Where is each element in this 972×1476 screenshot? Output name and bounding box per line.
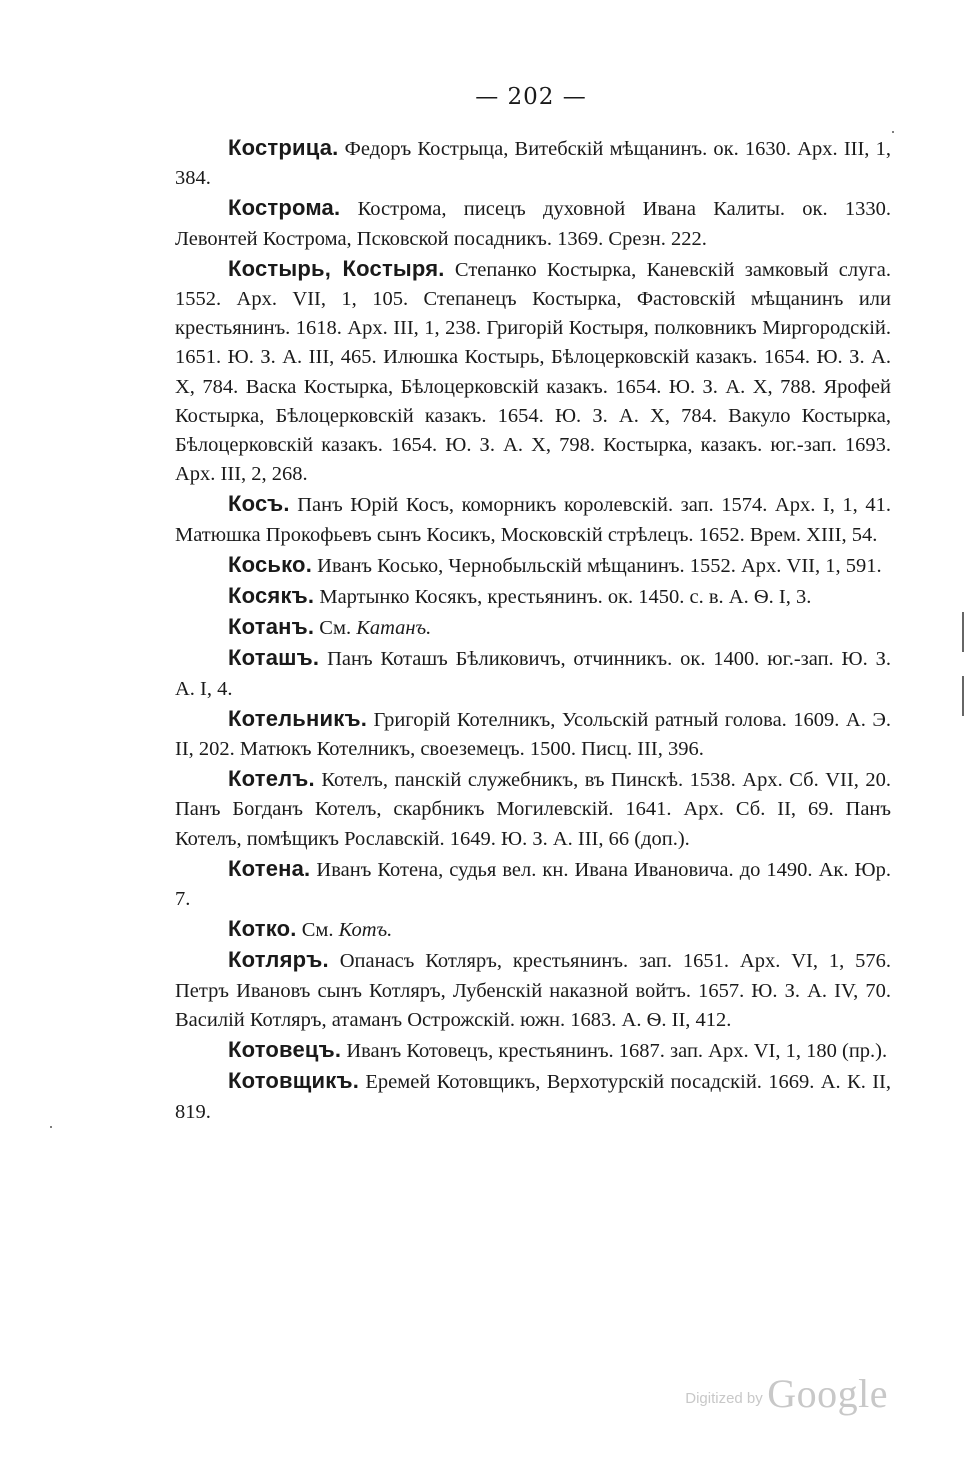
entry (175, 550, 891, 581)
entry (175, 914, 891, 945)
entry (175, 193, 891, 253)
entry-text: Панъ Юрій Косъ, коморникъ королевскій. зап. 1574. Арх. I, 1, 41. Матюшка Прокофьевъ сынъ Косикъ, Московскій стрѣлецъ. 1652. Врем. XIII, 54. (175, 494, 891, 546)
entry (175, 945, 891, 1035)
digitized-watermark (685, 1370, 888, 1417)
entry-text: См. (296, 919, 339, 942)
cross-reference: Катанъ. (356, 617, 432, 640)
entry-text: Федоръ Кострыца, Витебскій мѣщанинъ. ок. 1630. Арх. III, 1, 384. (175, 138, 891, 190)
entry-text: Степанко Костырка, Каневскій замковый слуга. 1552. Арх. VII, 1, 105. Степанецъ Костырка, Фастовскій мѣщанинъ или крестьянинъ. 1618. Арх. III, 1, 238. Григорій Костыря, полковникъ Миргородскій. 1651. Ю. З. А. III, 465. Илюшка Костырь, Бѣлоцерковскій казакъ. 1654. Ю. З. А. X, 784. Васка Костырка, Бѣлоцерковскій казакъ. 1654. Ю. З. А. X, 788. Ярофей Костырка, Бѣлоцерковскій казакъ. 1654. Ю. З. А. X, 784. Вакуло Костырка, Бѣлоцерковскій казакъ. 1654. Ю. З. А. X, 798. Костырка, казакъ. юг.-зап. 1693. Арх. III, 2, 268. (175, 258, 892, 486)
scan-speck (50, 1126, 52, 1128)
entry (175, 1035, 891, 1066)
entry (175, 704, 891, 764)
headword: Котельникъ. (228, 705, 368, 731)
entry-text: Панъ Коташъ Бѣликовичъ, отчинникъ. ок. 1400. юг.-зап. Ю. З. А. I, 4. (175, 648, 891, 700)
entry-text: Еремей Котовщикъ, Верхотурскій посадскій. 1669. А. К. II, 819. (175, 1071, 891, 1123)
entry-text: Кострома, писецъ духовной Ивана Калиты. ок. 1330. Левонтей Кострома, Псковской посадникъ. 1369. Срезн. 222. (175, 198, 891, 250)
entry-text: Иванъ Косько, Чернобыльскій мѣщанинъ. 1552. Арх. VII, 1, 591. (312, 554, 882, 577)
entry (175, 133, 891, 193)
scan-edge-mark (962, 676, 964, 716)
entry-text: Григорій Котелникъ, Усольскій ратный голова. 1609. А. Э. II, 202. Матюкъ Котелникъ, своеземецъ. 1500. Писц. III, 396. (175, 708, 891, 761)
entry-text: Мартынко Косякъ, крестьянинъ. ок. 1450. с. в. А. Ѳ. I, 3. (314, 586, 812, 609)
entry-text: Котелъ, панскій служебникъ, въ Пинскѣ. 1538. Арх. Сб. VII, 20. Панъ Богданъ Котелъ, скарбникъ Могилевскій. 1641. Арх. Сб. II, 69. Панъ Котелъ, помѣщикъ Рославскій. 1649. Ю. З. А. III, 66 (доп.). (175, 769, 891, 850)
headword: Кострица. (228, 135, 339, 160)
headword: Котанъ. (228, 614, 315, 640)
headword: Косъ. (228, 491, 290, 517)
watermark-prefix: Digitized by (685, 1390, 763, 1407)
dictionary-text (175, 133, 891, 1127)
entry (175, 489, 891, 549)
headword: Котена. (228, 855, 311, 881)
entry-text: Иванъ Котовецъ, крестьянинъ. 1687. зап. Арх. VI, 1, 180 (пр.). (341, 1040, 888, 1063)
scan-speck (892, 131, 894, 133)
entry-text: Опанасъ Котляръ, крестьянинъ. зап. 1651. Арх. VI, 1, 576. Петръ Ивановъ сынъ Котляръ, Лубенскій наказной войтъ. 1657. Ю. З. А. IV, 70. Василій Котляръ, атаманъ Острожскій. южн. 1683. А. Ѳ. II, 412. (175, 950, 891, 1031)
entry (175, 643, 891, 703)
headword: Котко. (228, 916, 297, 942)
headword: Котовщикъ. (228, 1068, 360, 1094)
headword: Кострома. (228, 195, 341, 221)
headword: Косякъ. (228, 583, 315, 609)
entry (175, 581, 891, 612)
entry (175, 1066, 891, 1126)
headword: Костырь, Костыря. (228, 255, 445, 281)
entry (175, 254, 891, 490)
entry (175, 764, 891, 854)
entry (175, 854, 891, 914)
headword: Косько. (228, 551, 313, 577)
headword: Котелъ. (228, 766, 315, 792)
headword: Котовецъ. (228, 1037, 342, 1063)
entry-text: См. (314, 617, 357, 640)
headword: Коташъ. (228, 645, 320, 671)
entry (175, 612, 891, 643)
google-logo: Google (767, 1371, 888, 1416)
headword: Котляръ. (228, 947, 329, 973)
page-number: — 202 — (475, 84, 587, 110)
cross-reference: Котъ. (338, 919, 393, 942)
scan-edge-mark (962, 612, 964, 652)
entry-text: Иванъ Котена, судья вел. кн. Ивана Ивановича. до 1490. Ак. Юр. 7. (175, 858, 891, 911)
